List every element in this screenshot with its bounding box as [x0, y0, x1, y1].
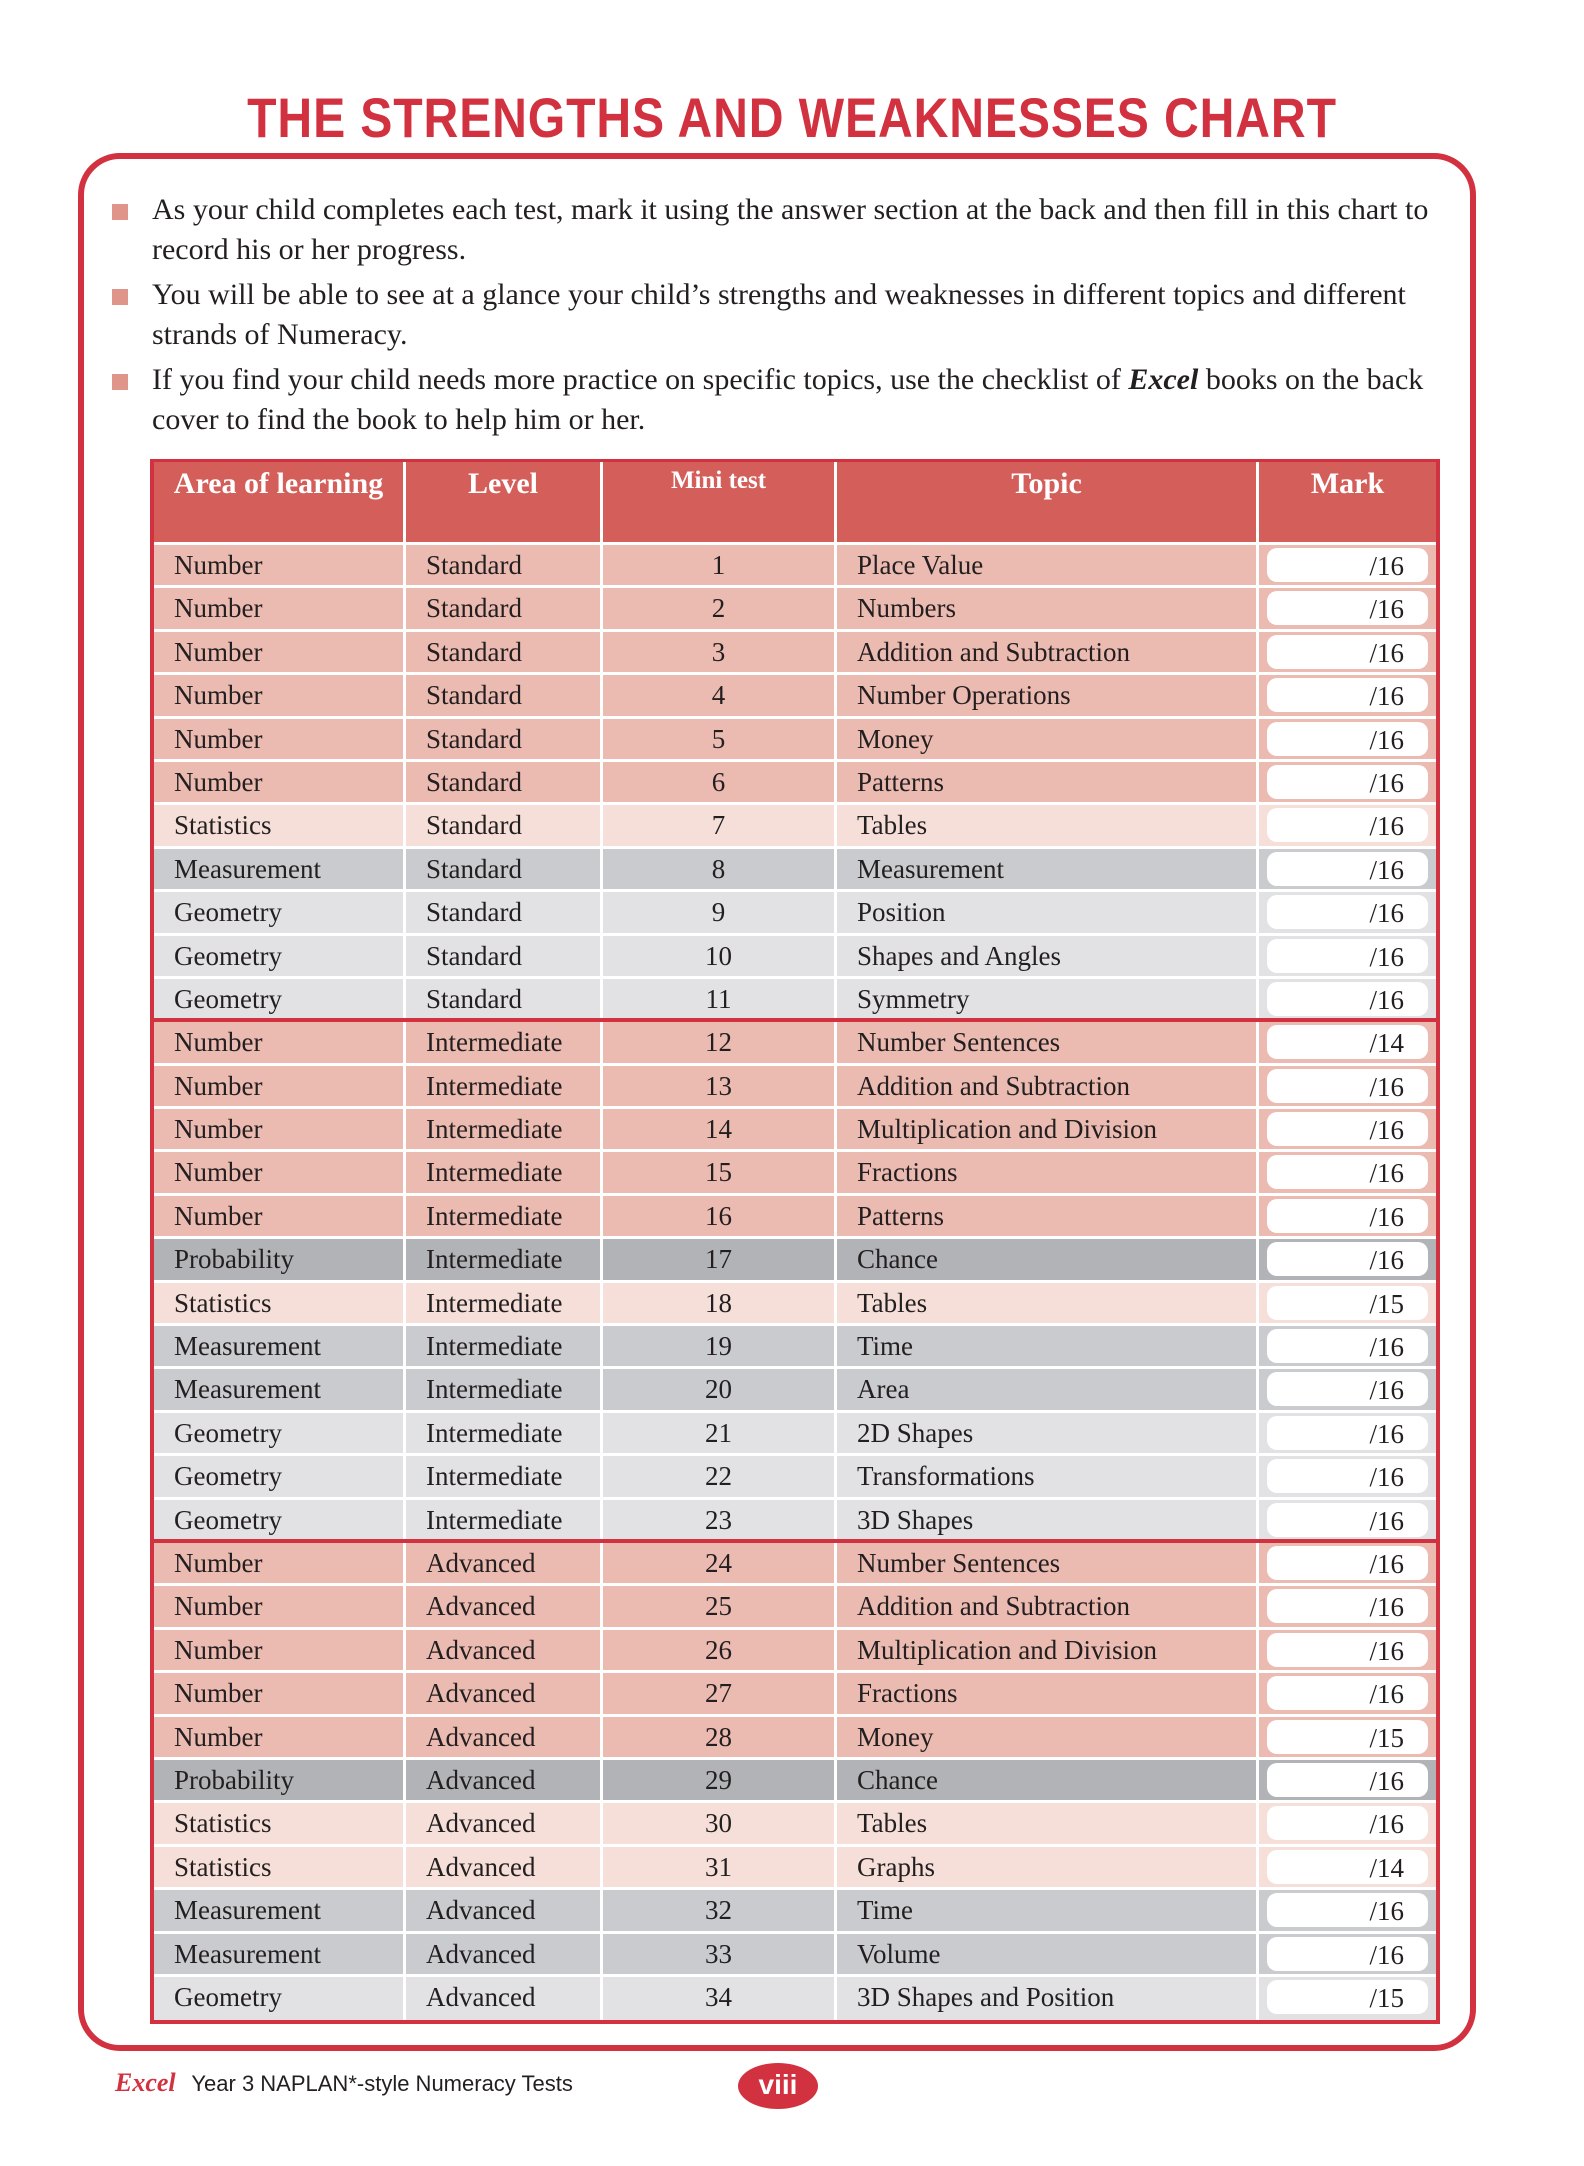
- table-row: [154, 588, 1436, 631]
- cell-mark: [1259, 1413, 1436, 1453]
- cell-mini-test: 3: [603, 632, 837, 672]
- cell-level: Advanced: [406, 1803, 603, 1843]
- cell-mark: [1259, 1369, 1436, 1409]
- cell-area: Number: [154, 1022, 406, 1062]
- cell-mark: [1259, 1239, 1436, 1279]
- table-row: [154, 1022, 1436, 1065]
- table-row: [154, 1326, 1436, 1369]
- cell-mark: [1259, 545, 1436, 585]
- cell-area: Number: [154, 1066, 406, 1106]
- table-row: [154, 762, 1436, 805]
- mark-entry-box[interactable]: /16: [1267, 1199, 1428, 1233]
- cell-topic: Tables: [837, 805, 1259, 845]
- table-row: [154, 1543, 1436, 1586]
- cell-topic: Money: [837, 719, 1259, 759]
- cell-mark: [1259, 979, 1436, 1018]
- cell-mini-test: 19: [603, 1326, 837, 1366]
- cell-mark: [1259, 849, 1436, 889]
- cell-mini-test: 1: [603, 545, 837, 585]
- mark-entry-box[interactable]: /16: [1267, 1546, 1428, 1580]
- cell-level: Standard: [406, 632, 603, 672]
- cell-level: Intermediate: [406, 1326, 603, 1366]
- cell-level: Advanced: [406, 1760, 603, 1800]
- mark-entry-box[interactable]: /16: [1267, 1155, 1428, 1189]
- cell-level: Intermediate: [406, 1283, 603, 1323]
- table-row: [154, 1890, 1436, 1933]
- cell-level: Intermediate: [406, 1456, 603, 1496]
- mark-entry-box[interactable]: /16: [1267, 765, 1428, 799]
- cell-area: Number: [154, 675, 406, 715]
- cell-mark: [1259, 1803, 1436, 1843]
- mark-entry-box[interactable]: /15: [1267, 1980, 1428, 2014]
- cell-level: Advanced: [406, 1543, 603, 1583]
- cell-area: Number: [154, 719, 406, 759]
- cell-mark: [1259, 762, 1436, 802]
- cell-mini-test: 32: [603, 1890, 837, 1930]
- cell-topic: Tables: [837, 1283, 1259, 1323]
- cell-area: Geometry: [154, 1413, 406, 1453]
- page-number-badge: viii: [738, 2063, 818, 2109]
- footer-brand: Excel: [115, 2068, 176, 2097]
- cell-topic: Chance: [837, 1239, 1259, 1279]
- cell-level: Intermediate: [406, 1413, 603, 1453]
- cell-topic: Patterns: [837, 762, 1259, 802]
- table-row: [154, 545, 1436, 588]
- cell-mark: [1259, 1760, 1436, 1800]
- cell-level: Standard: [406, 588, 603, 628]
- cell-mark: [1259, 1543, 1436, 1583]
- cell-area: Probability: [154, 1760, 406, 1800]
- cell-mark: [1259, 805, 1436, 845]
- cell-topic: Numbers: [837, 588, 1259, 628]
- instruction-text: As your child completes each test, mark it using the answer section at the back and then fill in this chart to record his or her progress.: [152, 193, 1429, 266]
- cell-topic: Number Sentences: [837, 1543, 1259, 1583]
- table-row: [154, 1239, 1436, 1282]
- mark-entry-box[interactable]: /16: [1267, 1069, 1428, 1103]
- cell-area: Measurement: [154, 1326, 406, 1366]
- cell-mini-test: 34: [603, 1977, 837, 2020]
- cell-topic: Time: [837, 1326, 1259, 1366]
- table-row: [154, 1760, 1436, 1803]
- cell-mini-test: 16: [603, 1196, 837, 1236]
- cell-area: Geometry: [154, 892, 406, 932]
- cell-topic: Position: [837, 892, 1259, 932]
- cell-topic: Volume: [837, 1934, 1259, 1974]
- header-topic: Topic: [837, 462, 1259, 542]
- table-row: [154, 1717, 1436, 1760]
- cell-mark: [1259, 1109, 1436, 1149]
- cell-area: Geometry: [154, 1977, 406, 2020]
- cell-area: Statistics: [154, 1803, 406, 1843]
- cell-area: Geometry: [154, 1456, 406, 1496]
- table-row: [154, 1152, 1436, 1195]
- cell-area: Measurement: [154, 1369, 406, 1409]
- cell-topic: 3D Shapes and Position: [837, 1977, 1259, 2020]
- cell-topic: Multiplication and Division: [837, 1109, 1259, 1149]
- table-row: [154, 675, 1436, 718]
- cell-topic: 2D Shapes: [837, 1413, 1259, 1453]
- cell-mini-test: 2: [603, 588, 837, 628]
- table-row: [154, 1500, 1436, 1543]
- cell-level: Intermediate: [406, 1500, 603, 1539]
- table-row: [154, 936, 1436, 979]
- table-row: [154, 1630, 1436, 1673]
- mark-entry-box[interactable]: /16: [1267, 1633, 1428, 1667]
- cell-mark: [1259, 1673, 1436, 1713]
- mark-entry-box[interactable]: /16: [1267, 1459, 1428, 1493]
- cell-level: Standard: [406, 936, 603, 976]
- mark-entry-box[interactable]: /16: [1267, 1806, 1428, 1840]
- cell-area: Number: [154, 1717, 406, 1757]
- cell-topic: Number Sentences: [837, 1022, 1259, 1062]
- cell-mini-test: 20: [603, 1369, 837, 1409]
- cell-topic: Area: [837, 1369, 1259, 1409]
- cell-mark: [1259, 1586, 1436, 1626]
- cell-mini-test: 22: [603, 1456, 837, 1496]
- excel-brand-emphasis: Excel: [1128, 363, 1199, 396]
- cell-area: Number: [154, 1586, 406, 1626]
- table-header: [154, 462, 1436, 545]
- cell-topic: Graphs: [837, 1847, 1259, 1887]
- header-level: Level: [406, 462, 603, 542]
- mark-entry-box[interactable]: /16: [1267, 635, 1428, 669]
- cell-mini-test: 10: [603, 936, 837, 976]
- table-row: [154, 1196, 1436, 1239]
- table-row: [154, 849, 1436, 892]
- cell-area: Number: [154, 762, 406, 802]
- cell-level: Advanced: [406, 1586, 603, 1626]
- mark-entry-box[interactable]: /16: [1267, 678, 1428, 712]
- cell-topic: Fractions: [837, 1152, 1259, 1192]
- cell-mark: [1259, 1977, 1436, 2020]
- instruction-text: If you find your child needs more practice on specific topics, use the checklist of: [152, 363, 1129, 396]
- square-bullet-icon: [112, 289, 128, 305]
- mark-entry-box[interactable]: /16: [1267, 1763, 1428, 1797]
- table-row: [154, 979, 1436, 1022]
- header-area-of-learning: [154, 462, 406, 542]
- cell-mini-test: 8: [603, 849, 837, 889]
- cell-area: Number: [154, 1109, 406, 1149]
- table-row: [154, 1977, 1436, 2020]
- square-bullet-icon: [112, 374, 128, 390]
- mark-entry-box[interactable]: /16: [1267, 895, 1428, 929]
- table-row: [154, 892, 1436, 935]
- cell-area: Statistics: [154, 805, 406, 845]
- cell-mini-test: 17: [603, 1239, 837, 1279]
- mark-entry-box[interactable]: /16: [1267, 1329, 1428, 1363]
- cell-topic: Addition and Subtraction: [837, 632, 1259, 672]
- instruction-text: books on the back cover to find the book to help him or her.: [152, 363, 1424, 436]
- cell-area: Measurement: [154, 849, 406, 889]
- cell-mark: [1259, 588, 1436, 628]
- cell-mini-test: 30: [603, 1803, 837, 1843]
- cell-mark: [1259, 1630, 1436, 1670]
- square-bullet-icon: [112, 204, 128, 220]
- cell-level: Intermediate: [406, 1196, 603, 1236]
- footer-book-title: Year 3 NAPLAN*-style Numeracy Tests: [191, 2071, 573, 2096]
- mark-entry-box[interactable]: /14: [1267, 1850, 1428, 1884]
- cell-mini-test: 11: [603, 979, 837, 1018]
- cell-topic: Place Value: [837, 545, 1259, 585]
- cell-level: Standard: [406, 979, 603, 1018]
- table-row: [154, 1369, 1436, 1412]
- strengths-weaknesses-table: [150, 459, 1440, 2024]
- cell-topic: Time: [837, 1890, 1259, 1930]
- cell-mini-test: 15: [603, 1152, 837, 1192]
- cell-mini-test: 6: [603, 762, 837, 802]
- cell-mini-test: 9: [603, 892, 837, 932]
- instruction-text: You will be able to see at a glance your child’s strengths and weaknesses in different topics and different strands of Numeracy.: [152, 278, 1406, 351]
- table-row: [154, 719, 1436, 762]
- cell-topic: Multiplication and Division: [837, 1630, 1259, 1670]
- cell-area: Measurement: [154, 1890, 406, 1930]
- table-row: [154, 1413, 1436, 1456]
- mark-entry-box[interactable]: /16: [1267, 722, 1428, 756]
- cell-area: Statistics: [154, 1283, 406, 1323]
- cell-topic: Addition and Subtraction: [837, 1066, 1259, 1106]
- cell-area: Geometry: [154, 979, 406, 1018]
- mark-entry-box[interactable]: /16: [1267, 982, 1428, 1016]
- page-title: THE STRENGTHS AND WEAKNESSES CHART: [247, 86, 1337, 149]
- cell-level: Standard: [406, 675, 603, 715]
- header-mini-test: Mini test: [603, 462, 837, 542]
- cell-area: Probability: [154, 1239, 406, 1279]
- cell-area: Number: [154, 1543, 406, 1583]
- cell-mark: [1259, 1717, 1436, 1757]
- cell-level: Advanced: [406, 1847, 603, 1887]
- cell-mark: [1259, 1022, 1436, 1062]
- cell-level: Intermediate: [406, 1152, 603, 1192]
- cell-mark: [1259, 1283, 1436, 1323]
- mark-entry-box[interactable]: /16: [1267, 808, 1428, 842]
- cell-level: Advanced: [406, 1890, 603, 1930]
- cell-mini-test: 26: [603, 1630, 837, 1670]
- table-row: [154, 1586, 1436, 1629]
- cell-level: Intermediate: [406, 1239, 603, 1279]
- cell-area: Geometry: [154, 1500, 406, 1539]
- cell-area: Number: [154, 545, 406, 585]
- cell-level: Advanced: [406, 1977, 603, 2020]
- cell-topic: Number Operations: [837, 675, 1259, 715]
- cell-mark: [1259, 1934, 1436, 1974]
- cell-mini-test: 13: [603, 1066, 837, 1106]
- table-row: [154, 805, 1436, 848]
- cell-level: Intermediate: [406, 1369, 603, 1409]
- cell-topic: Tables: [837, 1803, 1259, 1843]
- cell-level: Standard: [406, 719, 603, 759]
- cell-topic: Patterns: [837, 1196, 1259, 1236]
- cell-area: Number: [154, 1152, 406, 1192]
- table-row: [154, 1109, 1436, 1152]
- mark-entry-box[interactable]: /16: [1267, 1372, 1428, 1406]
- cell-area: Statistics: [154, 1847, 406, 1887]
- cell-mark: [1259, 936, 1436, 976]
- cell-topic: Shapes and Angles: [837, 936, 1259, 976]
- cell-mini-test: 14: [603, 1109, 837, 1149]
- cell-mark: [1259, 675, 1436, 715]
- table-row: [154, 632, 1436, 675]
- cell-level: Advanced: [406, 1630, 603, 1670]
- cell-mini-test: 29: [603, 1760, 837, 1800]
- table-row: [154, 1673, 1436, 1716]
- cell-area: Number: [154, 588, 406, 628]
- cell-mark: [1259, 892, 1436, 932]
- mark-entry-box[interactable]: /16: [1267, 852, 1428, 886]
- table-row: [154, 1066, 1436, 1109]
- cell-area: Geometry: [154, 936, 406, 976]
- cell-level: Intermediate: [406, 1109, 603, 1149]
- instruction-item: [112, 275, 1452, 355]
- footer: [115, 2068, 573, 2099]
- cell-mark: [1259, 1890, 1436, 1930]
- mark-entry-box[interactable]: /16: [1267, 548, 1428, 582]
- cell-level: Standard: [406, 545, 603, 585]
- cell-mini-test: 24: [603, 1543, 837, 1583]
- mark-entry-box[interactable]: /16: [1267, 1937, 1428, 1971]
- cell-mark: [1259, 1066, 1436, 1106]
- cell-topic: Measurement: [837, 849, 1259, 889]
- cell-mini-test: 25: [603, 1586, 837, 1626]
- cell-mini-test: 27: [603, 1673, 837, 1713]
- cell-topic: Transformations: [837, 1456, 1259, 1496]
- cell-mini-test: 21: [603, 1413, 837, 1453]
- cell-topic: Chance: [837, 1760, 1259, 1800]
- cell-area: Number: [154, 632, 406, 672]
- cell-mini-test: 33: [603, 1934, 837, 1974]
- header-label: Area of learning: [173, 467, 384, 500]
- cell-mini-test: 18: [603, 1283, 837, 1323]
- cell-mini-test: 28: [603, 1717, 837, 1757]
- cell-area: Number: [154, 1673, 406, 1713]
- mark-entry-box[interactable]: /16: [1267, 1112, 1428, 1146]
- table-row: [154, 1803, 1436, 1846]
- cell-topic: Fractions: [837, 1673, 1259, 1713]
- instruction-item: [112, 190, 1452, 270]
- mark-entry-box[interactable]: /15: [1267, 1720, 1428, 1754]
- table-row: [154, 1283, 1436, 1326]
- mark-entry-box[interactable]: /16: [1267, 1893, 1428, 1927]
- table-row: [154, 1456, 1436, 1499]
- cell-level: Intermediate: [406, 1022, 603, 1062]
- cell-mark: [1259, 1196, 1436, 1236]
- cell-level: Intermediate: [406, 1066, 603, 1106]
- cell-mini-test: 23: [603, 1500, 837, 1539]
- mark-entry-box[interactable]: /16: [1267, 1589, 1428, 1623]
- cell-mini-test: 12: [603, 1022, 837, 1062]
- cell-mark: [1259, 632, 1436, 672]
- mark-entry-box[interactable]: /16: [1267, 939, 1428, 973]
- cell-mini-test: 31: [603, 1847, 837, 1887]
- cell-area: Measurement: [154, 1934, 406, 1974]
- cell-mark: [1259, 1326, 1436, 1366]
- cell-level: Standard: [406, 849, 603, 889]
- mark-entry-box[interactable]: /16: [1267, 1416, 1428, 1450]
- cell-mini-test: 7: [603, 805, 837, 845]
- mark-entry-box[interactable]: /16: [1267, 1242, 1428, 1276]
- instruction-item: [112, 360, 1452, 440]
- table-body: [154, 545, 1436, 2020]
- instructions-list: [112, 190, 1452, 445]
- cell-mark: [1259, 1456, 1436, 1496]
- cell-topic: Symmetry: [837, 979, 1259, 1018]
- mark-entry-box[interactable]: /16: [1267, 1676, 1428, 1710]
- cell-mini-test: 4: [603, 675, 837, 715]
- mark-entry-box[interactable]: /15: [1267, 1286, 1428, 1320]
- cell-mark: [1259, 1500, 1436, 1539]
- cell-level: Standard: [406, 892, 603, 932]
- cell-mark: [1259, 1847, 1436, 1887]
- header-mark: Mark: [1310, 467, 1385, 500]
- cell-mark: [1259, 719, 1436, 759]
- cell-level: Standard: [406, 805, 603, 845]
- table-row: [154, 1847, 1436, 1890]
- cell-topic: Money: [837, 1717, 1259, 1757]
- cell-level: Advanced: [406, 1673, 603, 1713]
- cell-level: Standard: [406, 762, 603, 802]
- cell-mini-test: 5: [603, 719, 837, 759]
- cell-topic: 3D Shapes: [837, 1500, 1259, 1539]
- mark-entry-box[interactable]: /14: [1267, 1025, 1428, 1059]
- cell-topic: Addition and Subtraction: [837, 1586, 1259, 1626]
- table-row: [154, 1934, 1436, 1977]
- mark-entry-box[interactable]: /16: [1267, 591, 1428, 625]
- cell-mark: [1259, 1152, 1436, 1192]
- cell-level: Advanced: [406, 1934, 603, 1974]
- cell-area: Number: [154, 1630, 406, 1670]
- cell-area: Number: [154, 1196, 406, 1236]
- mark-entry-box[interactable]: /16: [1267, 1503, 1428, 1537]
- cell-level: Advanced: [406, 1717, 603, 1757]
